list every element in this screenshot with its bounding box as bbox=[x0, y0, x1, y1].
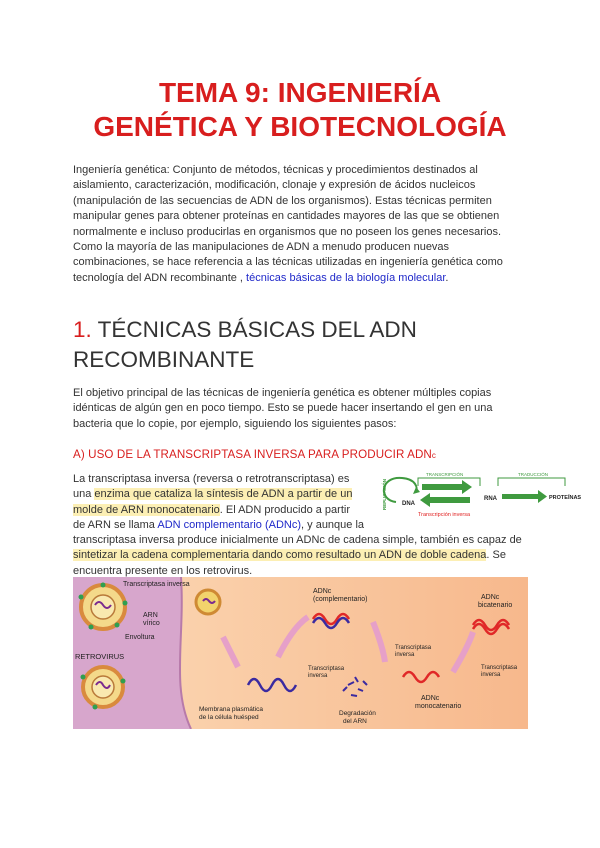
cdna-label-1: ADNc bbox=[313, 588, 332, 595]
viral-rna-label-2: vírico bbox=[143, 620, 160, 627]
intro-line: aislamiento, caracterización, modificación, clonaje y expresión de ácidos nucleicos bbox=[73, 179, 476, 192]
translation-label: TRADUCCIÓN bbox=[518, 472, 548, 477]
proteins-label: PROTEÍNAS bbox=[549, 495, 582, 501]
intro-line: normalmente e incluso producirlas en organismos que no poseen los genes necesarios. bbox=[73, 225, 502, 238]
intro-last-text: tecnología del ADN recombinante , bbox=[73, 271, 247, 284]
reverse-arrow bbox=[430, 497, 470, 503]
envelope-protein bbox=[115, 623, 120, 628]
para-a-line bbox=[73, 487, 373, 502]
envelope-protein bbox=[123, 601, 128, 606]
para-a-line: encuentra presente en los retrovirus. bbox=[73, 564, 253, 577]
section-1-heading bbox=[73, 315, 417, 375]
transcription-arrow bbox=[422, 484, 462, 490]
virus-capsid bbox=[91, 595, 115, 619]
title-line-1: TEMA 9: INGENIERÍA bbox=[158, 77, 442, 108]
para-a-text: de ARN se llama bbox=[73, 519, 158, 532]
para-a-text: . El ADN producido a partir bbox=[219, 503, 350, 516]
reverse-arrowhead bbox=[420, 493, 430, 507]
subsection-a-title: A) USO DE LA TRANSCRIPTASA INVERSA PARA PRODUCIR ADN bbox=[73, 448, 432, 461]
para-a-line: transcriptasa inversa produce inicialmente un ADNc de cadena simple, también es capaz de bbox=[73, 534, 522, 546]
paragraph-a-bottom bbox=[73, 533, 533, 579]
envelope-protein bbox=[81, 675, 86, 680]
para-a-line bbox=[73, 518, 373, 533]
reverse-transcriptase-label-3b: inversa bbox=[395, 652, 415, 658]
para-a-text: , y aunque la bbox=[301, 519, 365, 532]
section-1-paragraph bbox=[73, 386, 533, 432]
reverse-transcriptase-label-4b: inversa bbox=[481, 672, 501, 678]
reverse-transcriptase-label-1: Transcriptasa inversa bbox=[123, 581, 190, 588]
intro-line: Ingeniería genética: Conjunto de métodos, técnicas y procedimientos destinados al bbox=[73, 164, 478, 176]
para-a-line: La transcriptasa inversa (reversa o retrotranscriptasa) es bbox=[73, 473, 350, 485]
envelope-protein bbox=[101, 583, 106, 588]
membrane-label-2: de la célula huésped bbox=[199, 714, 259, 721]
reverse-transcriptase-label-3a: Transcriptasa bbox=[395, 645, 432, 651]
reverse-transcriptase-label-4a: Transcriptasa bbox=[481, 665, 518, 671]
intro-line bbox=[73, 271, 533, 286]
section-1-title-line-1: TÉCNICAS BÁSICAS DEL ADN bbox=[97, 317, 417, 342]
para-a-line bbox=[73, 548, 533, 563]
intro-line: (manipulación de las secuencias de ADN de los organismos). Estas técnicas permiten bbox=[73, 194, 492, 207]
para-a-text: una bbox=[73, 488, 95, 501]
para-a-line bbox=[73, 503, 373, 518]
translation-arrowhead bbox=[538, 490, 547, 503]
cdna-label-2: (complementario) bbox=[313, 596, 368, 603]
section-1-line: bacteria que lo copie, por ejemplo, siguiendo los siguientes pasos: bbox=[73, 417, 397, 430]
section-1-line: El objetivo principal de las técnicas de ingeniería genética es obtener múltiples copias bbox=[73, 387, 492, 399]
single-strand-label-2: monocatenario bbox=[415, 703, 462, 710]
envelope-label: Envoltura bbox=[125, 634, 155, 641]
intro-line: combinaciones, se hace referencia a las técnicas utilizadas en ingeniería genética como bbox=[73, 256, 503, 269]
replication-label: REPLICACIÓN bbox=[382, 478, 387, 510]
entering-virus bbox=[196, 590, 220, 614]
reverse-transcription-label: Transcripción inversa bbox=[418, 512, 471, 518]
translation-arrow bbox=[502, 494, 538, 499]
adnc-link[interactable]: ADN complementario (ADNc) bbox=[157, 519, 302, 532]
intro-line: Como la mayoría de las manipulaciones de ADN a menudo producen nuevas bbox=[73, 241, 450, 254]
viral-rna-label-1: ARN bbox=[143, 612, 158, 619]
section-1-line: idénticas de algún gen en poco tiempo. Esto se puede hacer insertando el gen en una bbox=[73, 402, 493, 415]
intro-last-dot: . bbox=[445, 271, 449, 284]
dna-label: DNA bbox=[402, 501, 415, 507]
envelope-protein bbox=[93, 705, 98, 710]
membrane-label-1: Membrana plasmática bbox=[199, 706, 263, 713]
para-a-text: . Se bbox=[486, 549, 506, 562]
highlighted-text: sintetizar la cadena complementaria dando como resultado un ADN de doble cadena bbox=[73, 549, 487, 562]
envelope-protein bbox=[89, 625, 94, 630]
intro-paragraph bbox=[73, 163, 533, 286]
double-strand-label-2: bicatenario bbox=[478, 602, 513, 609]
replication-arrow bbox=[384, 478, 417, 502]
replication-arrowhead bbox=[413, 487, 420, 494]
page-title bbox=[0, 76, 600, 144]
rna-label: RNA bbox=[484, 496, 497, 502]
highlighted-text: enzima que cataliza la síntesis de ADN a partir de un bbox=[94, 488, 353, 501]
rna-degradation-label-1: Degradación bbox=[339, 710, 376, 717]
reverse-transcriptase-label-2b: inversa bbox=[308, 673, 328, 679]
section-1-title-line-2: RECOMBINANTE bbox=[73, 347, 255, 372]
title-line-2: GENÉTICA Y BIOTECNOLOGÍA bbox=[93, 111, 507, 142]
double-strand-label-1: ADNc bbox=[481, 594, 500, 601]
section-1-number: 1. bbox=[73, 317, 92, 342]
rna-degradation-label-2: del ARN bbox=[343, 718, 367, 725]
single-strand-label-1: ADNc bbox=[421, 695, 440, 702]
envelope-protein bbox=[121, 679, 126, 684]
translation-bracket bbox=[498, 478, 565, 486]
subsection-a-title-sub: c bbox=[431, 451, 437, 460]
retrovirus-label: RETROVIRUS bbox=[75, 652, 125, 661]
envelope-protein bbox=[79, 595, 84, 600]
highlighted-text: molde de ARN monocatenario bbox=[73, 503, 220, 516]
transcription-label: TRANSCRIPCIÓN bbox=[426, 472, 464, 477]
intro-line: manipular genes para obtener proteínas en cantidades mayores de las que se obtienen bbox=[73, 210, 500, 223]
retrovirus-diagram bbox=[73, 577, 528, 729]
paragraph-a-top bbox=[73, 472, 373, 534]
central-dogma-diagram bbox=[380, 470, 590, 532]
subsection-a-heading bbox=[73, 448, 436, 461]
transcription-arrowhead bbox=[462, 480, 472, 494]
molecular-biology-link[interactable]: técnicas básicas de la biología molecular bbox=[246, 271, 446, 284]
virus-capsid bbox=[92, 676, 114, 698]
reverse-transcriptase-label-2a: Transcriptasa bbox=[308, 666, 345, 672]
